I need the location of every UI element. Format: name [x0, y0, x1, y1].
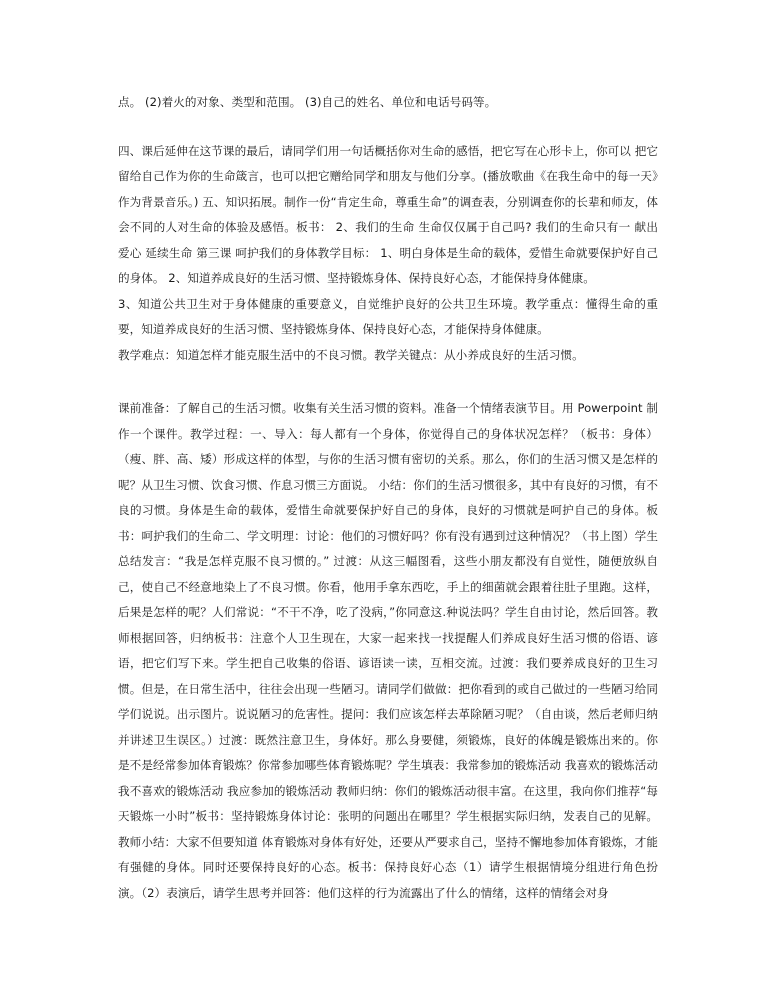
paragraph-teaching-difficulty: 教学难点：知道怎样才能克服生活中的不良习惯。教学关键点：从小养成良好的生活习惯。 — [118, 347, 584, 362]
paragraph-public-health-goals: 3、知道公共卫生对于身体健康的重要意义，自觉维护良好的公共卫生环境。教学重点：懂得生命的重要，知道养成良好的生活习惯、坚持锻炼身体、保持良好心态，才能保持身体健康。 — [118, 296, 658, 336]
paragraph-lesson-process: 课前准备：了解自己的生活习惯。收集有关生活习惯的资料。准备一个情绪表演节目。用 Powerpoint 制作一个课件。教学过程：一、导入：每人都有一个身体，你觉得自己的身体状况怎样？（板书：身体）（瘦、胖、高、矮）形成这样的体型，与你的生活习惯有密切的关系。那么，你们的生活习惯又是怎样的呢？从卫生习惯、饮食习惯、作息习惯三方面说。 小结：你们的生活习惯很多，其中有良好的习惯，有不良的习惯。身体是生命的载体，爱惜生命就要保护好自己的身体，良好的习惯就是呵护自己的身体。板书：呵护我们的生命二、学文明理：讨论：他们的习惯好吗？你有没有遇到过这种情况？（书上图）学生总结发言：“我是怎样克服不良习惯的。” 过渡：从这三幅图看，这些小朋友都没有自觉性，随便放纵自己，使自己不经意地染上了不良习惯。你看，他用手拿东西吃，手上的细菌就会跟着往肚子里跑。这样，后果是怎样的呢？人们常说：“不干不净，吃了没病，”你同意这.种说法吗？学生自由讨论，然后回答。教师根据回答，归纳板书：注意个人卫生现在，大家一起来找一找提醒人们养成良好生活习惯的俗语、谚语，把它们写下来。学生把自己收集的俗语、谚语读一读，互相交流。过渡：我们要养成良好的卫生习惯。但是，在日常生活中，往往会出现一些陋习。请同学们做做：把你看到的或自己做过的一些陋习给同学们说说。出示图片。说说陋习的危害性。提问：我们应该怎样去革除陋习呢？（自由谈，然后老师归纳并讲述卫生误区。）过渡：既然注意卫生，身体好。那么身要健，须锻炼，良好的体魄是锻炼出来的。你是不是经常参加体育锻炼？你常参加哪些体育锻炼呢？学生填表：我常参加的锻炼活动 我喜欢的锻炼活动 我不喜欢的锻炼活动 我应参加的锻炼活动 教师归纳：你们的锻炼活动很丰富。在这里，我向你们推荐“每天锻炼一小时”板书：坚持锻炼身体讨论：张明的问题出在哪里？学生根据实际归纳，发表自己的见解。教师小结：大家不但要知道 体育锻炼对身体有好处，还要从严要求自己，坚持不懈地参加体育锻炼，才能有强健的身体。同时还要保持良好的心态。板书：保持良好心态（1）请学生根据情境分组进行角色扮演。（2）表演后，请学生思考并回答：他们这样的行为流露出了什么的情绪，这样的情绪会对身 — [118, 401, 658, 900]
paragraph-after-class-extension: 四、课后延伸在这节课的最后，请同学们用一句话概括你对生命的感悟，把它写在心形卡上，你可以 把它留给自己作为你的生命箴言，也可以把它赠给同学和朋友与他们分享。(播放歌曲《在我生命中的每一天》作为背景音乐。) 五、知识拓展。制作一份“肯定生命，尊重生命”的调查表，分别调查你的长辈和师友，体会不同的人对生命的体验及感悟。板书： 2、我们的生命 生命仅仅属于自己吗? 我们的生命只有一 献出爱心 延续生命 第三课 呵护我们的身体教学目标： 1、明白身体是生命的载体，爱惜生命就要保护好自己的身体。 2、知道养成良好的生活习惯、坚持锻炼身体、保持良好心态，才能保持身体健康。 — [118, 143, 658, 285]
paragraph-fire-report-info: 点。 (2)着火的对象、类型和范围。 (3)自己的姓名、单位和电话号码等。 — [118, 95, 497, 109]
document-page — [118, 90, 658, 906]
